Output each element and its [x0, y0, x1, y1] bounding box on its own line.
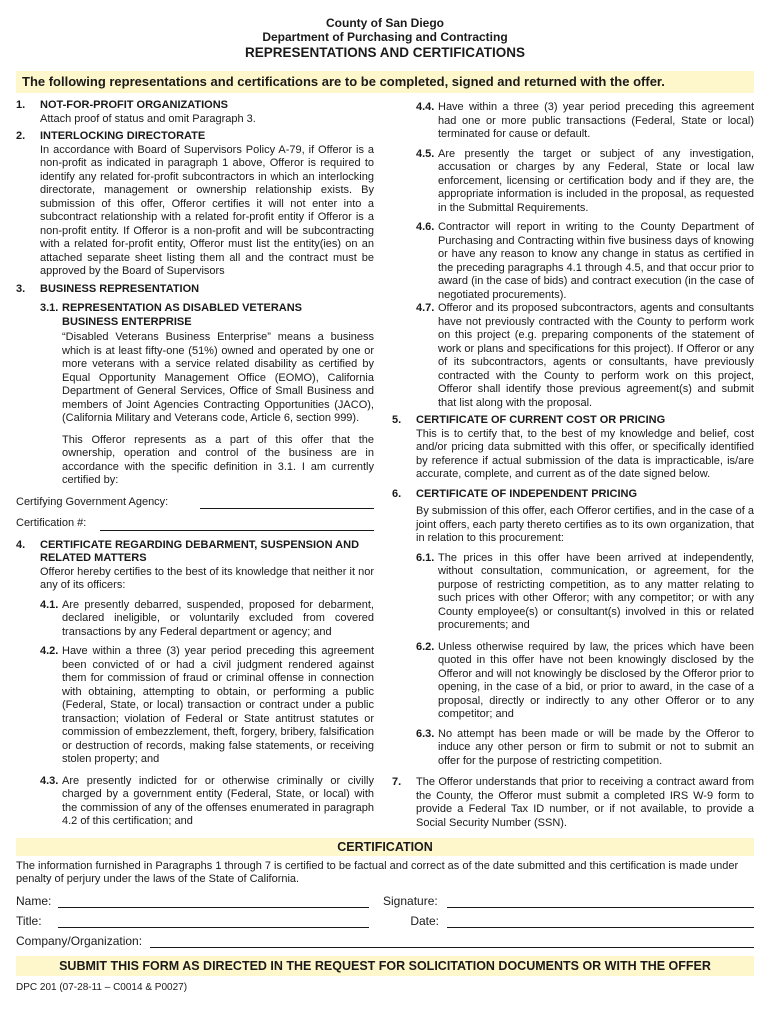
date-line[interactable]	[447, 915, 754, 928]
section-intro: By submission of this offer, each Offeror certifies, and in the case of a joint offers, each party thereto certifies as to its own organization, that in relation to this procurement:	[416, 505, 754, 544]
section-number: 4.	[16, 538, 26, 551]
department-name: Department of Purchasing and Contracting	[262, 30, 508, 44]
section-title: NOT-FOR-PROFIT ORGANIZATIONS	[40, 99, 229, 111]
subsection-number: 4.2.	[40, 645, 59, 657]
subsection-text: Are presently the target or subject of any investigation, accusation or charges by any Federal, State or local law enforcement, licensing or certification body and if they are, the appropriate information is included in the proposal, as requested in the Submittal Requirements.	[438, 147, 754, 214]
section-3	[16, 283, 374, 488]
name-line[interactable]	[58, 895, 369, 908]
certification-heading: CERTIFICATION	[16, 838, 754, 856]
section-intro: Offeror hereby certifies to the best of its knowledge that neither it nor any of its officers:	[40, 565, 374, 591]
title-label: Title:	[16, 914, 42, 928]
signature-line[interactable]	[447, 895, 754, 908]
subsection-4-3	[40, 775, 374, 829]
company-label: Company/Organization:	[16, 934, 143, 948]
section-7	[392, 776, 754, 830]
name-label: Name:	[16, 894, 52, 908]
form-title: REPRESENTATIONS AND CERTIFICATIONS	[244, 45, 525, 60]
title-date-row	[16, 914, 754, 928]
subsection-number: 4.6.	[416, 221, 435, 233]
certification-number-line[interactable]	[100, 519, 374, 531]
subsection-number: 4.1.	[40, 598, 59, 611]
section-title-line2: RELATED MATTERS	[40, 552, 147, 564]
section-title: INTERLOCKING DIRECTORATE	[40, 130, 206, 142]
subsection-text: Unless otherwise required by law, the prices which have been quoted in this offer have not been knowingly disclosed by the Offeror and will not knowingly be disclosed by the Offeror prior to opening, in the case of a bid, or prior to award, in the case of a proposal, directly or indirectly to any other Offeror or to any competitor; and	[438, 640, 754, 720]
county-name: County of San Diego	[326, 16, 444, 30]
right-column	[392, 97, 754, 830]
section-2	[16, 130, 374, 279]
section-number: 7.	[392, 776, 402, 788]
certifying-agency-line[interactable]	[200, 497, 374, 509]
section-text: The Offeror understands that prior to receiving a contract award from the County, the Offeror must submit a completed IRS W-9 form to provide a Federal Tax ID number, or if not available, to provide a Social Security Number (SSN).	[416, 776, 754, 829]
subsection-text: Have within a three (3) year period preceding this agreement had one or more public transactions (Federal, State or local) terminated for cause or default.	[438, 101, 754, 140]
certifying-agency-label: Certifying Government Agency:	[16, 495, 169, 508]
subsection-text: No attempt has been made or will be made by the Offeror to induce any other person or firm to submit or not to submit an offer for the purpose of restricting competition.	[438, 727, 754, 767]
section-number: 5.	[392, 414, 402, 426]
section-6	[392, 488, 754, 769]
subsection-text: Offeror and its proposed subcontractors, agents and consultants have not previously contracted with the County to perform work on this project (e.g. preparing components of the statement of work or plans and specifications for this project). If Offeror or any of its subcontractors, agents or consultants, have previously contracted with the County to perform work on this project, Offeror shall identify those previous agreement(s) and submit that list along with the proposal.	[438, 302, 754, 409]
section-number: 3.	[16, 282, 26, 295]
signature-label: Signature:	[383, 894, 438, 908]
subsection-4-7	[392, 302, 754, 410]
subsection-number: 3.1.	[40, 302, 59, 314]
left-column	[16, 97, 374, 830]
section-4	[16, 539, 374, 829]
subsection-title-line1: REPRESENTATION AS DISABLED VETERANS	[62, 302, 302, 314]
section-number: 1.	[16, 99, 26, 111]
certification-number-label: Certification #:	[16, 517, 87, 529]
subsection-4-5	[392, 148, 754, 216]
subsection-4-2	[40, 645, 374, 767]
subsection-number: 6.3.	[416, 727, 435, 740]
subsection-3-1	[40, 302, 374, 488]
subsection-4-1	[40, 599, 374, 640]
section-text: Attach proof of status and omit Paragraph 3.	[40, 112, 256, 125]
two-column-body	[16, 97, 754, 830]
dvbe-representation: This Offeror represents as a part of this offer that the ownership, operation and control of the business are in accordance with the specific definition in 3.1. I am currently certified by:	[62, 433, 374, 486]
section-title-line1: CERTIFICATE REGARDING DEBARMENT, SUSPENSION AND	[40, 538, 360, 551]
subsection-number: 6.1.	[416, 551, 435, 564]
subsection-6-2	[416, 641, 754, 722]
certifying-agency-field[interactable]	[16, 496, 374, 510]
section-5	[392, 414, 754, 482]
subsection-title-line2: BUSINESS ENTERPRISE	[62, 315, 192, 328]
company-row	[16, 934, 754, 948]
dvbe-definition: “Disabled Veterans Business Enterprise” means a business which is at least fifty-one (51%) owned and operated by one or more veterans with a service related disability as certified by Equal Opportunity Management Office (EOMO), California Department of General Services, Office of Small Business and members of Joint Agencies Contracting Opportunities (JACO), (California Military and Veterans code, Article 6, section 999).	[62, 331, 374, 424]
subsection-6-3	[416, 728, 754, 769]
subsection-4-4	[392, 101, 754, 142]
section-number: 2.	[16, 130, 26, 142]
subsection-number: 4.7.	[416, 302, 435, 314]
subsection-number: 4.5.	[416, 147, 435, 160]
subsection-text: Contractor will report in writing to the County Department of Purchasing and Contracting within five business days of knowing or have any reason to know any change in status as certified in the preceding paragraphs 4.1 through 4.5, and that occur prior to award (in the case of bids) and contract execution (in the case of negotiated procurements).	[438, 221, 754, 301]
subsection-number: 4.4.	[416, 101, 435, 113]
section-title: CERTIFICATE OF CURRENT COST OR PRICING	[416, 414, 666, 426]
section-1	[16, 99, 374, 126]
subsection-text: Are presently indicted for or otherwise criminally or civilly charged by a government entity (Federal, State, or local) with the commission of any of the offenses enumerated in paragraph 4.2 of this certification; and	[62, 774, 374, 827]
section-text: In accordance with Board of Supervisors Policy A-79, if Offeror is a non-profit as indicated in paragraph 1 above, Offeror is required to identify any related for-profit subcontractors in which an interlocking directorate, management or ownership relationship exists. By submission of this offer, Offeror certifies it will not enter into a subcontract relationship with a related for-profit entity if Offeror is a non-profit entity. If Offeror is a non-profit and will be subcontracting with a related for-profit entity, Offeror must list the entity(ies) on an attached separate sheet listing them all and the contract must be approved by the Board of Supervisors	[40, 143, 374, 277]
subsection-text: Are presently debarred, suspended, proposed for debarment, declared ineligible, or voluntarily excluded from covered transactions by any Federal department or agency; and	[62, 598, 374, 638]
form-header	[16, 16, 754, 61]
submit-instruction-bar: SUBMIT THIS FORM AS DIRECTED IN THE REQUEST FOR SOLICITATION DOCUMENTS OR WITH THE OFFER	[16, 956, 754, 976]
section-text: This is to certify that, to the best of my knowledge and belief, cost and/or pricing data submitted with this offer, or specifically identified by reference if actual submission of the data is impracticable, is/are accurate, complete, and current as of the date signed below.	[416, 427, 754, 480]
subsection-number: 6.2.	[416, 640, 435, 653]
section-title: BUSINESS REPRESENTATION	[40, 282, 200, 295]
certification-statement: The information furnished in Paragraphs 1 through 7 is certified to be factual and correct as of the date submitted and this certification is made under penalty of perjury under the laws of the State of California.	[16, 860, 739, 885]
name-signature-row	[16, 894, 754, 908]
instruction-bar: The following representations and certifications are to be completed, signed and returned with the offer.	[16, 71, 754, 93]
certification-number-field[interactable]	[16, 517, 374, 531]
form-footer-code: DPC 201 (07-28-11 – C0014 & P0027)	[16, 982, 188, 993]
subsection-number: 4.3.	[40, 774, 59, 787]
section-number: 6.	[392, 487, 402, 500]
date-label: Date:	[410, 914, 439, 928]
title-line[interactable]	[58, 915, 369, 928]
subsection-6-1	[416, 552, 754, 633]
subsection-4-6	[392, 221, 754, 302]
company-line[interactable]	[150, 935, 754, 948]
section-title: CERTIFICATE OF INDEPENDENT PRICING	[416, 487, 638, 500]
subsection-text: Have within a three (3) year period preceding this agreement been convicted of or had a civil judgment rendered against them for commission of fraud or criminal offense in connection with obtaining, attempting to obtain, or performing a public (Federal, State, or local) transaction or contract under a public transaction; violation of Federal or State antitrust statutes or commission of embezzlement, theft, forgery, bribery, falsification or destruction of records, making false statements, or receiving stolen property; and	[62, 645, 374, 765]
subsection-text: The prices in this offer have been arrived at independently, without consultation, communication, or agreement, for the purpose of restricting competition, as to any matter relating to such prices with other Offeror; with any competitor; or with any County employee(s) or consultant(s) involved in this or related procurements; and	[438, 551, 754, 631]
